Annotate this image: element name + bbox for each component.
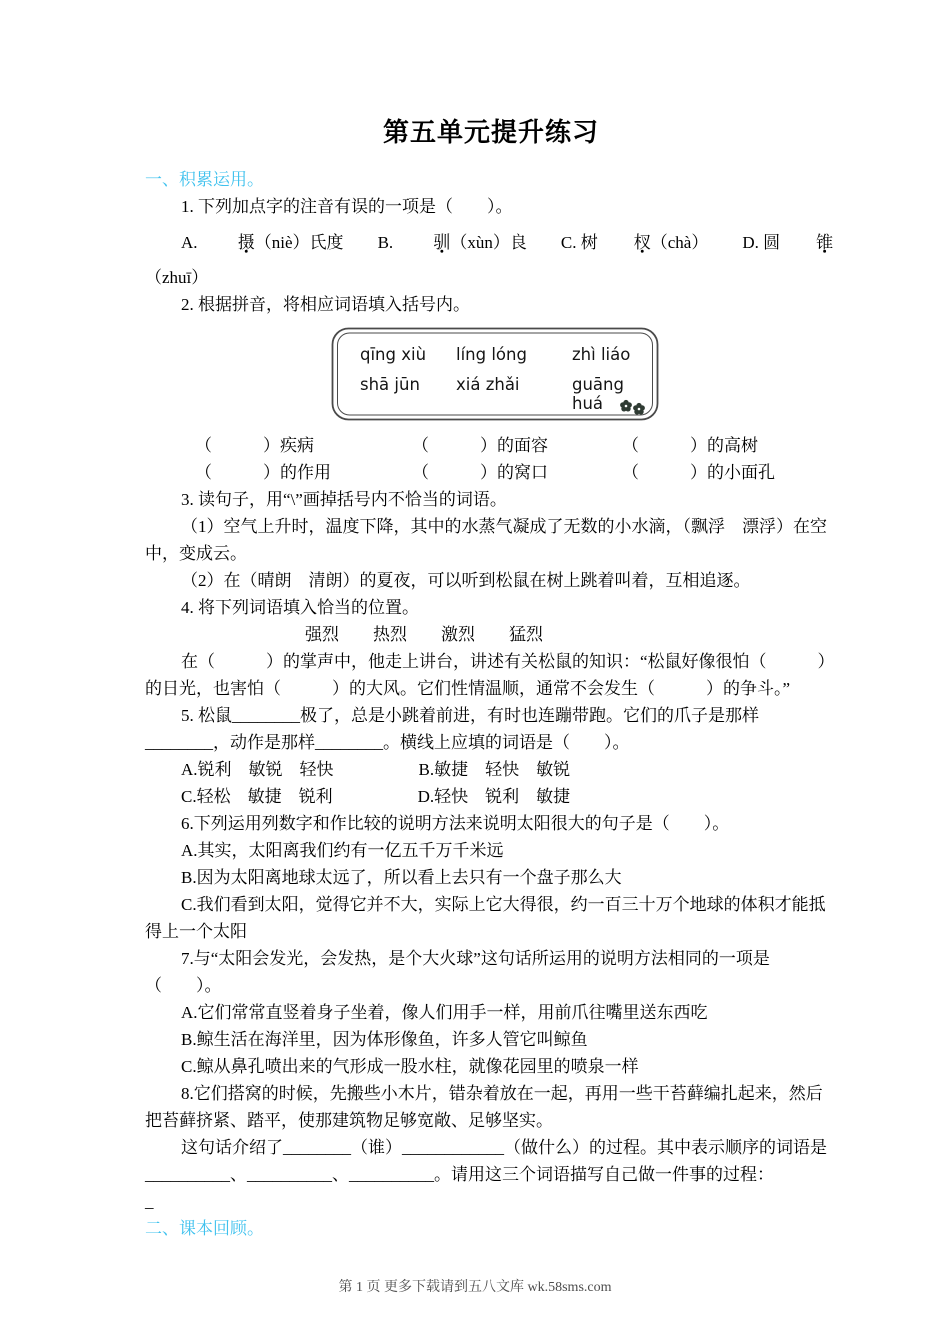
fill-blank: （ ）的面容 <box>412 436 548 455</box>
q1-option-b <box>378 233 527 252</box>
q7-option-a: A.它们常常直竖着身子坐着，像人们用手一样，用前爪往嘴里送东西吃 <box>181 1003 708 1022</box>
q1-option-a <box>181 233 344 252</box>
page-footer: 第 1 页 更多下载请到五八文库 wk.58sms.com <box>338 1280 612 1295</box>
option-text: D. 圆 <box>742 233 781 252</box>
pinyin-word-box <box>330 326 660 422</box>
fill-blank: （ ）的作用 <box>195 463 331 482</box>
q5-stem: 5. 松鼠________极了，总是小跳着前进，有时也连蹦带跑。它们的爪子是那样________，动作是那样________。横线上应填的词语是（ ）。 <box>145 706 759 752</box>
worksheet-page <box>145 116 837 1242</box>
q7-stem: 7.与“太阳会发光，会发热，是个大火球”这句话所运用的说明方法相同的一项是（ ）。 <box>145 949 770 995</box>
q1-option-d <box>742 233 833 252</box>
q1-option-c <box>561 233 708 252</box>
q5-options-line-1: A.锐利 敏锐 轻快 B.敏捷 轻快 敏锐 <box>181 760 571 779</box>
fill-blank: （ ）的高树 <box>622 436 758 455</box>
fill-blank: （ ）疾病 <box>195 436 314 455</box>
q2-blank-row-2 <box>145 459 837 486</box>
fill-blank: （ ）的小面孔 <box>622 463 775 482</box>
q1-stem: 1. 下列加点字的注音有误的一项是（ ）。 <box>181 197 513 216</box>
q6-option-b: B.因为太阳离地球太远了，所以看上去只有一个盘子那么大 <box>181 868 622 887</box>
q4-word-bank: 强烈 热烈 激烈 猛烈 <box>305 625 543 644</box>
dotted-char: 摄 ・ <box>202 229 255 256</box>
q2-blank-row-1 <box>145 432 837 459</box>
q6-stem: 6.下列运用列数字和作比较的说明方法来说明太阳很大的句子是（ ）。 <box>181 814 730 833</box>
option-text: A. <box>181 233 202 252</box>
section-2-header: 二、课本回顾。 <box>145 1219 264 1238</box>
option-text: B. <box>377 233 398 252</box>
q5-options-line-2: C.轻松 敏捷 锐利 D.轻快 锐利 敏捷 <box>181 787 571 806</box>
q1-options-line <box>145 229 837 256</box>
dotted-char: 杈 ・ <box>598 229 651 256</box>
pinyin-item: shā jūn <box>360 375 420 394</box>
q8-stem: 8.它们搭窝的时候，先搬些小木片，错杂着放在一起，再用一些干苔藓编扎起来，然后把苔藓挤紧、踏平，使那建筑物足够宽敞、足够坚实。 <box>145 1084 823 1130</box>
q3-item-1: （1）空气上升时，温度下降，其中的水蒸气凝成了无数的小水滴，（飘浮 漂浮）在空中，变成云。 <box>145 517 827 563</box>
pinyin-item: qīng xiù <box>360 345 427 364</box>
q3-item-2: （2）在（晴朗 清朗）的夏夜，可以听到松鼠在树上跳着叫着，互相追逐。 <box>181 571 751 590</box>
dotted-char: 锥 ・ <box>780 229 833 256</box>
option-text: （chà） <box>650 233 709 252</box>
q4-stem: 4. 将下列词语填入恰当的位置。 <box>181 598 419 617</box>
q7-option-c: C.鲸从鼻孔喷出来的气形成一股水柱，就像花园里的喷泉一样 <box>181 1057 639 1076</box>
pinyin-grid <box>360 345 660 413</box>
fill-blank: （ ）的窝口 <box>412 463 548 482</box>
option-text: C. 树 <box>560 233 598 252</box>
dotted-char: 驯 ・ <box>397 229 450 256</box>
q8-blank-line: _ <box>145 1192 154 1211</box>
q8-followup: 这句话介绍了________（谁）____________（做什么）的过程。其中表示顺序的词语是__________、__________、__________。请用这三个词语描写自己做一件事的过程： <box>145 1138 827 1184</box>
option-text: （xùn）良 <box>450 233 527 252</box>
q7-option-b: B.鲸生活在海洋里，因为体形像鱼，许多人管它叫鲸鱼 <box>181 1030 588 1049</box>
section-1-header: 一、积累运用。 <box>145 170 264 189</box>
q2-stem: 2. 根据拼音，将相应词语填入括号内。 <box>181 295 470 314</box>
pinyin-item: zhì liáo <box>572 345 631 364</box>
q1-continuation: （zhuī） <box>145 268 209 287</box>
pinyin-item: guāng huá <box>572 375 624 413</box>
q3-stem: 3. 读句子，用“\”画掉括号内不恰当的词语。 <box>181 490 507 509</box>
page-title: 第五单元提升练习 <box>382 118 599 147</box>
option-text: （niè）氏度 <box>254 233 344 252</box>
q6-option-a: A.其实，太阳离我们约有一亿五千万千米远 <box>181 841 504 860</box>
q4-passage: 在（ ）的掌声中，他走上讲台，讲述有关松鼠的知识：“松鼠好像很怕（ ）的日光，也害怕（ ）的大风。它们性情温顺，通常不会发生（ ）的争斗。” <box>145 652 835 698</box>
pinyin-item: líng lóng <box>456 345 527 364</box>
pinyin-item: xiá zhǎi <box>456 375 520 394</box>
q6-option-c: C.我们看到太阳，觉得它并不大，实际上它大得很，约一百三十万个地球的体积才能抵得上一个太阳 <box>145 895 826 941</box>
